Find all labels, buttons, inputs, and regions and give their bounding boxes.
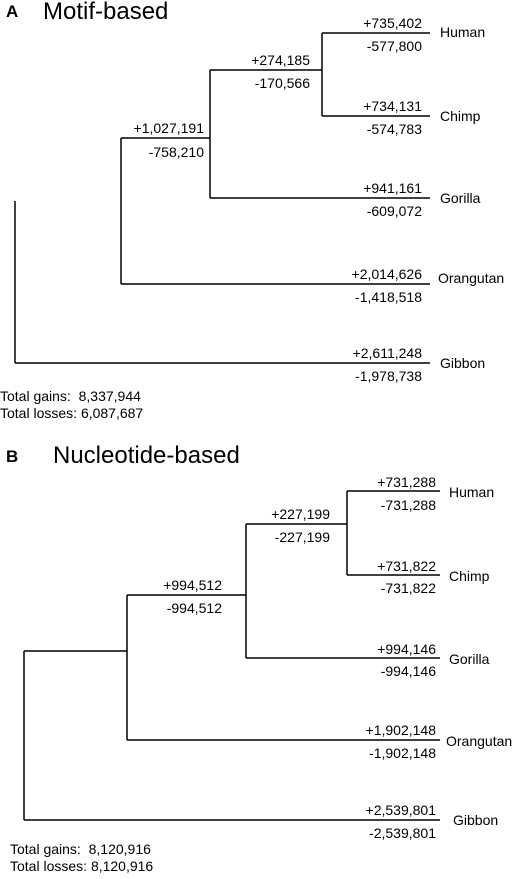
loss-label-orangutan: -1,902,148	[369, 745, 436, 761]
loss-label-gorilla: -994,146	[380, 663, 436, 679]
loss-label-gorilla: -609,072	[366, 203, 422, 219]
total-gains-row	[10, 841, 153, 858]
loss-label-human-chimp: -227,199	[274, 529, 330, 545]
tree-motif-based	[0, 0, 520, 425]
taxon-label-orangutan: Orangutan	[438, 270, 505, 286]
total-losses-row	[10, 858, 153, 875]
taxon-label-human: Human	[449, 484, 495, 500]
taxon-label-gorilla: Gorilla	[449, 651, 490, 667]
totals	[0, 388, 143, 422]
taxon-label-chimp: Chimp	[449, 568, 490, 584]
taxon-label-gibbon: Gibbon	[440, 355, 486, 371]
gain-label-hcg: +1,027,191	[133, 120, 204, 136]
total-gains-row	[0, 388, 143, 405]
panel-motif-based	[0, 0, 520, 425]
panel-title: Nucleotide-based	[53, 442, 240, 469]
gain-label-gorilla: +941,161	[363, 180, 422, 196]
loss-label-hcg: -994,512	[166, 600, 222, 616]
total-losses-label: Total losses:	[0, 405, 78, 421]
loss-label-human: -577,800	[366, 38, 422, 54]
total-losses-value: 8,120,916	[90, 858, 154, 874]
taxon-label-orangutan: Orangutan	[446, 733, 513, 749]
total-losses-row	[0, 405, 143, 422]
gain-label-gorilla: +994,146	[377, 641, 436, 657]
panel-letter: B	[6, 447, 19, 466]
loss-label-chimp: -731,822	[380, 580, 436, 596]
gain-label-orangutan: +1,902,148	[365, 722, 436, 738]
gain-label-chimp: +734,131	[363, 98, 422, 114]
total-gains-label: Total gains:	[10, 841, 81, 857]
loss-label-gibbon: -1,978,738	[355, 368, 422, 384]
loss-label-gibbon: -2,539,801	[369, 825, 436, 841]
gain-label-gibbon: +2,611,248	[352, 345, 422, 361]
total-gains-value: 8,120,916	[88, 841, 151, 857]
total-losses-label: Total losses:	[10, 858, 88, 874]
panel-title: Motif-based	[43, 0, 169, 25]
loss-label-orangutan: -1,418,518	[355, 289, 422, 305]
gain-label-human-chimp: +227,199	[271, 506, 330, 522]
total-gains-value: 8,337,944	[78, 388, 141, 404]
gain-label-gibbon: +2,539,801	[365, 802, 436, 818]
loss-label-chimp: -574,783	[366, 121, 422, 137]
taxon-label-gibbon: Gibbon	[453, 812, 499, 828]
loss-label-human-chimp: -170,566	[254, 75, 310, 91]
total-losses-value: 6,087,687	[80, 405, 144, 421]
gain-label-chimp: +731,822	[377, 558, 436, 574]
totals	[10, 841, 153, 875]
total-gains-label: Total gains:	[0, 388, 71, 404]
loss-label-hcg: -758,210	[148, 144, 204, 160]
taxon-label-human: Human	[440, 24, 486, 40]
panel-nucleotide-based	[0, 440, 520, 879]
gain-label-human: +735,402	[363, 15, 422, 31]
gain-label-human-chimp: +274,185	[251, 52, 310, 68]
loss-label-human: -731,288	[380, 497, 436, 513]
taxon-label-chimp: Chimp	[440, 108, 481, 124]
tree-nucleotide-based	[0, 440, 520, 879]
panel-letter: A	[6, 2, 19, 21]
gain-label-orangutan: +2,014,626	[351, 266, 422, 282]
gain-label-hcg: +994,512	[163, 577, 222, 593]
gain-label-human: +731,288	[377, 474, 436, 490]
taxon-label-gorilla: Gorilla	[440, 190, 481, 206]
